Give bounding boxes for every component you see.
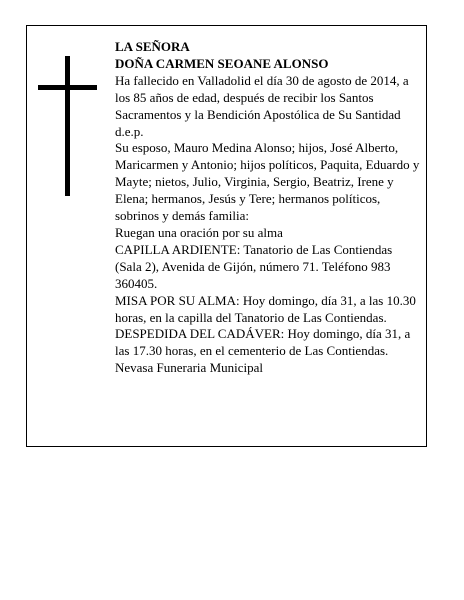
family-list: Su esposo, Mauro Medina Alonso; hijos, José Alberto, Maricarmen y Antonio; hijos políticos, Paquita, Eduardo y Mayte; nietos, Julio, Virginia, Sergio, Beatriz, Irene y Elena; hermanos, Jesús y Tere; hermanos políticos, sobrinos y demás familia: bbox=[115, 140, 420, 224]
prayer-request: Ruegan una oración por su alma bbox=[115, 224, 283, 240]
notice-text bbox=[115, 39, 420, 377]
chapel-info: CAPILLA ARDIENTE: Tanatorio de Las Contiendas (Sala 2), Avenida de Gijón, número 71. Teléfono 983 360405. bbox=[115, 241, 393, 291]
farewell-info: DESPEDIDA DEL CADÁVER: Hoy domingo, día 31, a las 17.30 horas, en el cementerio de Las Contiendas. bbox=[115, 326, 411, 359]
mass-info: MISA POR SU ALMA: Hoy domingo, día 31, a las 10.30 horas, en la capilla del Tanatorio de Las Contiendas. bbox=[115, 292, 416, 325]
death-announcement: Ha fallecido en Valladolid el día 30 de agosto de 2014, a los 85 años de edad, después de recibir los Santos Sacramentos y la Bendición Apostólica de Su Santidad d.e.p. bbox=[115, 72, 409, 139]
notice-title: LA SEÑORA bbox=[115, 39, 190, 54]
funeral-home: Nevasa Funeraria Municipal bbox=[115, 360, 264, 376]
cross-horizontal-bar bbox=[38, 85, 97, 90]
deceased-name: DOÑA CARMEN SEOANE ALONSO bbox=[115, 55, 329, 71]
cross-vertical-bar bbox=[65, 56, 70, 196]
